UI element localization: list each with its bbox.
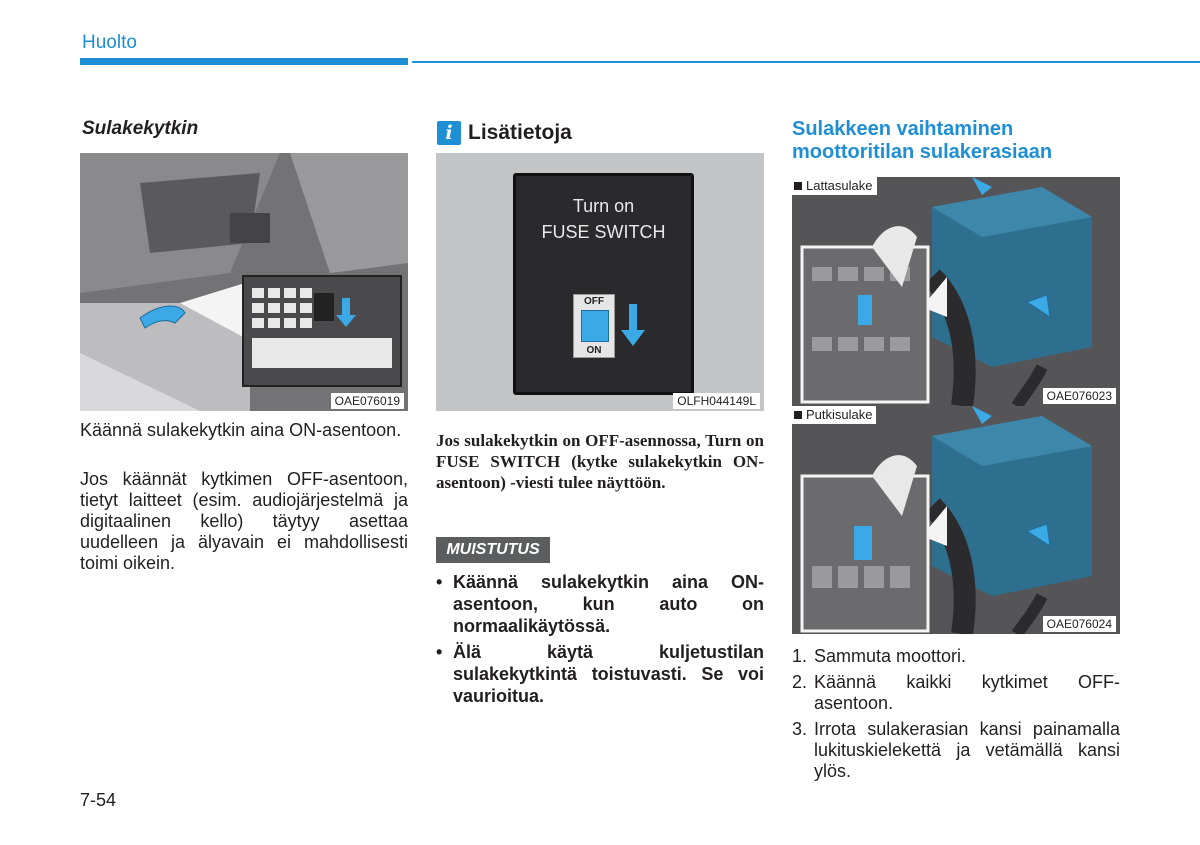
- switch-illustration: [573, 294, 615, 358]
- step-number: 3.: [792, 719, 808, 739]
- step-number: 2.: [792, 672, 808, 692]
- info-icon: i: [437, 121, 461, 145]
- engine-fuse-box-illustration: [792, 406, 1120, 634]
- arrow-down-icon: [621, 304, 645, 346]
- figure-code: OLFH044149L: [673, 393, 760, 409]
- fuse-replacement-heading: moottoritilan sulakerasiaan: [792, 141, 1053, 163]
- fuse-switch-heading: Sulakekytkin: [82, 118, 199, 139]
- fuse-switch-message-figure: [436, 153, 764, 411]
- display-message-line2: FUSE SWITCH: [541, 222, 666, 242]
- figure-code: OAE076023: [1043, 388, 1116, 404]
- notice-badge: [436, 537, 550, 563]
- notice-label: MUISTUTUS: [446, 541, 540, 558]
- section-title: Huolto: [82, 32, 137, 53]
- figure-caption-text: Lattasulake: [806, 178, 873, 193]
- switch-on-label: ON: [586, 345, 602, 356]
- figure-code: OAE076024: [1043, 616, 1116, 632]
- page-number: 7-54: [80, 790, 117, 810]
- switch-off-label: OFF: [584, 296, 604, 307]
- header-rule-thin: [412, 61, 1200, 63]
- bullet-icon: •: [436, 642, 443, 662]
- engine-fuse-box-illustration: [792, 177, 1120, 406]
- paragraph: Jos sulakekytkin on OFF-asennossa, Turn on FUSE SWITCH (kytke sulakekytkin ON-asentoon) -viesti tulee näyttöön.: [436, 431, 764, 492]
- list-item-text: Älä käytä kuljetustilan sulakekytkintä toistuvasti. Se voi vaurioitua.: [453, 642, 764, 706]
- fuse-replacement-heading: Sulakkeen vaihtaminen: [792, 118, 1014, 140]
- figure-code: OAE076019: [331, 393, 404, 409]
- figure-caption-text: Putkisulake: [806, 407, 873, 422]
- paragraph: Jos käännät kytkimen OFF-asentoon, tietyt laitteet (esim. audiojärjestelmä ja digitaalinen kello) täytyy asettaa uudelleen ja älyavain ei mahdollisesti toimi oikein.: [80, 469, 408, 573]
- list-item-text: Käännä sulakekytkin aina ON-asentoon, kun auto on normaalikäytössä.: [453, 572, 764, 636]
- step-text: Käännä kaikki kytkimet OFF-asentoon.: [814, 672, 1120, 713]
- bullet-icon: •: [436, 572, 443, 592]
- step-text: Sammuta moottori.: [814, 646, 967, 666]
- figure-caption: [792, 177, 877, 195]
- figure-caption: [792, 406, 876, 424]
- step-text: Irrota sulakerasian kansi painamalla lukituskielekettä ja vetämällä kansi ylös.: [814, 719, 1120, 781]
- square-bullet-icon: [794, 411, 802, 419]
- dashboard-illustration: [80, 153, 408, 411]
- header-rule-thick: [80, 58, 408, 65]
- paragraph: Käännä sulakekytkin aina ON-asentoon.: [80, 420, 402, 440]
- step-number: 1.: [792, 646, 808, 666]
- blade-fuse-figure: [792, 177, 1120, 406]
- fuse-switch-figure: [80, 153, 408, 411]
- square-bullet-icon: [794, 182, 802, 190]
- display-message-line1: Turn on: [572, 196, 635, 216]
- info-heading: Lisätietoja: [468, 121, 572, 144]
- switch-knob: [581, 310, 609, 342]
- cluster-display: [513, 173, 694, 395]
- cartridge-fuse-figure: [792, 406, 1120, 634]
